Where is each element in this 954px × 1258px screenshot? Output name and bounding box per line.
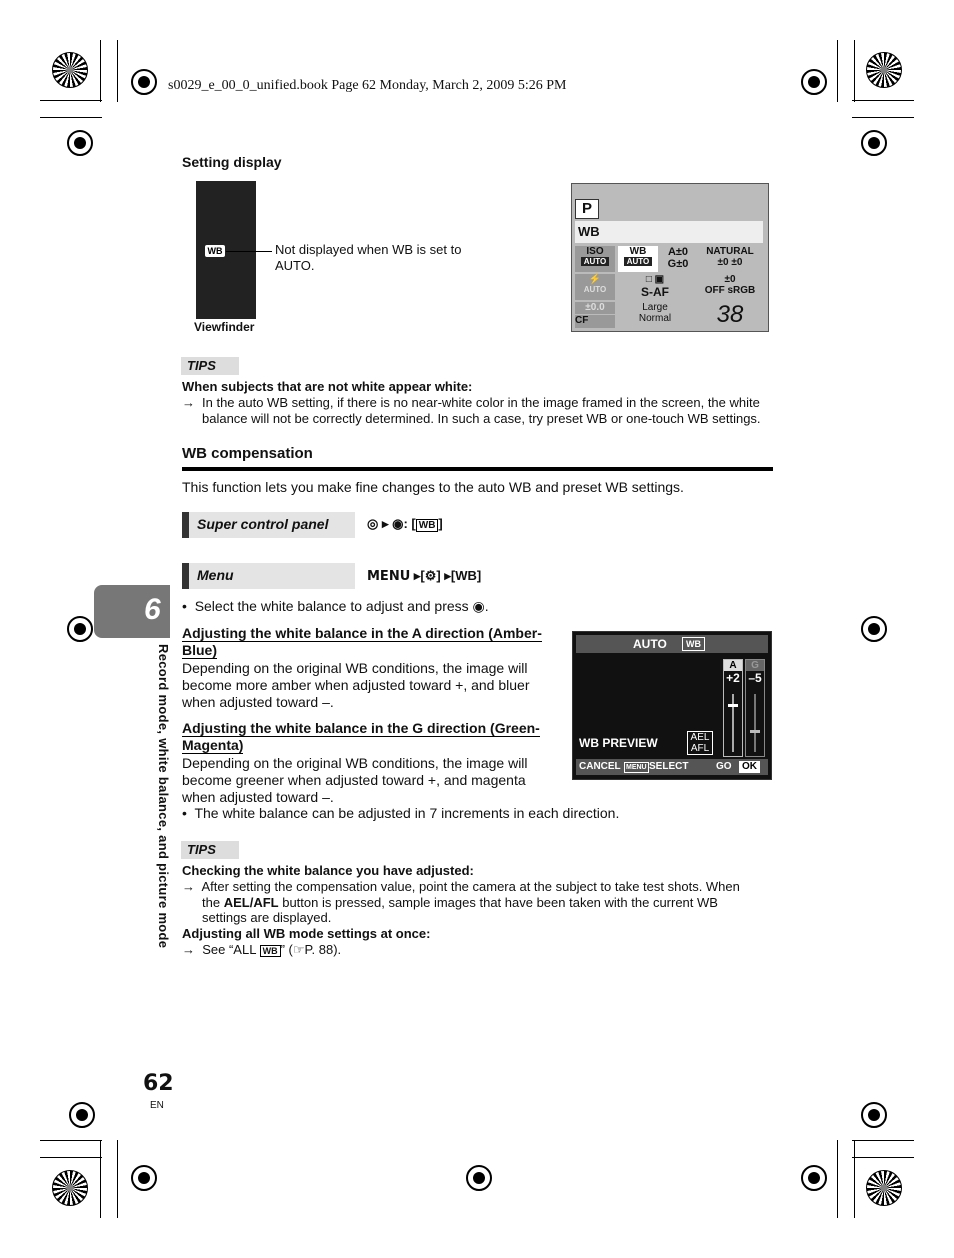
tips1-line2: balance will not be correctly determined. In such a case, try preset WB or one-touch WB settings. <box>202 411 761 426</box>
chapter-tab <box>94 585 170 638</box>
wb-preview-label: WB PREVIEW <box>579 736 658 750</box>
arrow-icon: → <box>182 879 195 894</box>
mode-indicator: P <box>575 199 599 219</box>
menu-path: MENU ▸[⚙] ▸[WB] <box>367 568 482 584</box>
ael-afl-icon: AEL AFL <box>687 731 713 755</box>
wb-compensation-screen <box>572 631 772 780</box>
setting-display-title: Setting display <box>182 154 282 170</box>
wb-compensation-title: WB compensation <box>182 445 313 462</box>
registration-target-icon <box>801 69 827 95</box>
wbcomp-intro: This function lets you make fine changes to the auto WB and preset WB settings. <box>182 479 684 495</box>
iso-cell: ISO AUTO <box>575 246 615 272</box>
wb-row: WB <box>575 221 763 243</box>
dial-icon: ◉ <box>472 598 485 614</box>
wb-note: Not displayed when WB is set to AUTO. <box>275 242 462 273</box>
tips2-title2: Adjusting all WB mode settings at once: <box>182 926 431 941</box>
color-space-cell: ±0 OFF sRGB <box>697 274 763 300</box>
registration-target-icon <box>801 1165 827 1191</box>
registration-target-icon <box>861 616 887 642</box>
wb-comp-icon: WB <box>260 945 281 957</box>
sub1-title: Adjusting the white balance in the A direction (Amber- Blue) <box>182 625 542 658</box>
sub2-body: Depending on the original WB conditions, the image will become greener when adjusted toward +, and magenta when adjusted toward –. <box>182 755 528 805</box>
super-control-panel-bar: Super control panel <box>182 512 355 538</box>
registration-target-icon <box>861 1102 887 1128</box>
registration-target-icon <box>131 69 157 95</box>
ag-cell: A±0 G±0 <box>661 246 695 272</box>
registration-ring-icon <box>866 52 902 88</box>
registration-target-icon <box>69 1102 95 1128</box>
registration-target-icon <box>466 1165 492 1191</box>
ok-button-icon: ◎ <box>367 516 379 531</box>
section-rule <box>182 467 773 471</box>
page-number: 62 <box>143 1071 174 1096</box>
tips-label: TIPS <box>181 357 239 375</box>
file-header: s0029_e_00_0_unified.book Page 62 Monday, March 2, 2009 5:26 PM <box>168 78 567 93</box>
shot-count: 38 <box>716 301 744 328</box>
registration-target-icon <box>67 130 93 156</box>
vertical-chapter-title: Record mode, white balance, and picture mode <box>156 644 171 949</box>
scp-path: ◎ ▸ ◉: [ WB ] <box>367 516 443 531</box>
wb-tag: WB <box>205 245 225 257</box>
page-ref-icon: ☞ <box>292 942 305 957</box>
menu-bar: Menu <box>182 563 355 589</box>
registration-ring-icon <box>866 1170 902 1206</box>
tips1-title: When subjects that are not white appear white: <box>182 379 473 394</box>
quality-cell: Large Normal <box>618 302 692 328</box>
tips-label: TIPS <box>181 841 239 859</box>
registration-target-icon <box>67 616 93 642</box>
super-control-panel-image <box>571 183 769 332</box>
registration-target-icon <box>861 130 887 156</box>
registration-target-icon <box>131 1165 157 1191</box>
a-slider: A +2 <box>723 659 743 757</box>
wb-comp-icon: WB <box>682 637 705 651</box>
callout-line <box>226 251 272 252</box>
viewfinder-caption: Viewfinder <box>194 320 255 334</box>
chapter-number: 6 <box>144 593 161 626</box>
tips2-body1: → After setting the compensation value, point the camera at the subject to take test shots. When the AEL/AFL button is pressed, sample images that have been taken with the current WB settings are displayed. <box>182 879 740 925</box>
arrow-icon: → <box>182 942 195 957</box>
tips2-title1: Checking the white balance you have adjusted: <box>182 863 474 878</box>
registration-ring-icon <box>52 1170 88 1206</box>
g-slider: G –5 <box>745 659 765 757</box>
sub1-body: Depending on the original WB conditions, the image will become more amber when adjusted toward +, and bluer when adjusted toward –. <box>182 660 530 710</box>
screen-header: AUTO WB <box>576 635 768 653</box>
tips1-arrow: → <box>182 395 195 410</box>
registration-ring-icon <box>52 52 88 88</box>
bullet-increments: • The white balance can be adjusted in 7 increments in each direction. <box>182 805 620 821</box>
tips2-body2: → See “ALL WB ” (☞P. 88). <box>182 942 342 957</box>
af-cell: □ ▣ S-AF <box>618 274 692 300</box>
screen-footer: CANCEL MENU SELECT GO OK <box>576 759 768 775</box>
picture-mode-cell: NATURAL ±0 ±0 <box>697 246 763 272</box>
camera-settings-icon: ⚙ <box>424 568 437 583</box>
arrow-right-icon: ▸ <box>413 568 421 583</box>
dial-icon: ◉ <box>392 516 404 531</box>
wb-cell: WB AUTO <box>618 246 658 272</box>
card-cell: CF <box>575 315 615 328</box>
language-code: EN <box>150 1100 164 1111</box>
sub2-title: Adjusting the white balance in the G direction (Green- Magenta) <box>182 720 540 753</box>
exposure-cell: ±0.0 <box>575 302 615 314</box>
arrow-right-icon: ▸ <box>444 568 451 583</box>
wb-comp-icon: WB <box>416 519 439 532</box>
bullet-select: • Select the white balance to adjust and press ◉. <box>182 598 489 614</box>
flash-cell: ⚡ AUTO <box>575 274 615 300</box>
arrow-right-icon: ▸ <box>381 516 389 531</box>
tips1-line1: In the auto WB setting, if there is no near-white color in the image framed in the screen, the white <box>202 395 760 410</box>
